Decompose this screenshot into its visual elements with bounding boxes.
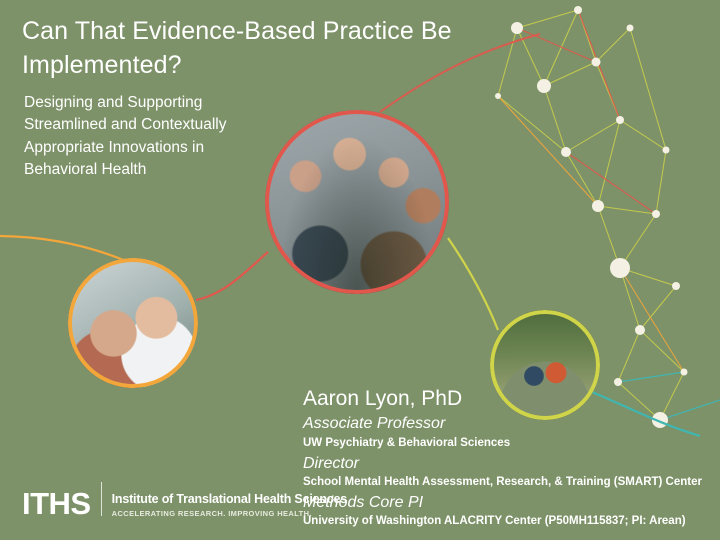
presenter-affiliation-2: School Mental Health Assessment, Research, & Training (SMART) Center [303, 476, 702, 489]
iths-logo-mark: ITHS [22, 485, 91, 521]
photo-clinician-child-ring [68, 258, 198, 388]
presenter-role-1: Associate Professor [303, 415, 446, 433]
photo-clinician-child [68, 258, 198, 388]
presenter-affiliation-1: UW Psychiatry & Behavioral Sciences [303, 436, 511, 449]
slide-title: Can That Evidence-Based Practice Be Implemented? [22, 17, 452, 79]
presenter-name: Aaron Lyon, PhD [303, 387, 463, 410]
iths-logo-text [112, 493, 347, 518]
iths-logo-name: Institute of Translational Health Sciences [111, 492, 348, 507]
iths-logo-divider [101, 482, 102, 516]
presenter-block [303, 386, 715, 530]
presenter-role-3: Methods Core PI [303, 493, 424, 511]
iths-logo-tagline: ACCELERATING RESEARCH. IMPROVING HEALTH. [111, 509, 312, 518]
photo-team-whiteboard-ring [265, 110, 449, 294]
presenter-role-2: Director [303, 454, 360, 472]
slide-subtitle: Designing and Supporting Streamlined and Contextually Appropriate Innovations in Behavioral Health [24, 94, 227, 179]
iths-logo [22, 482, 348, 521]
photo-team-whiteboard [265, 110, 449, 294]
presenter-affiliation-3: University of Washington ALACRITY Center (P50MH115837; PI: Arean) [303, 515, 686, 528]
